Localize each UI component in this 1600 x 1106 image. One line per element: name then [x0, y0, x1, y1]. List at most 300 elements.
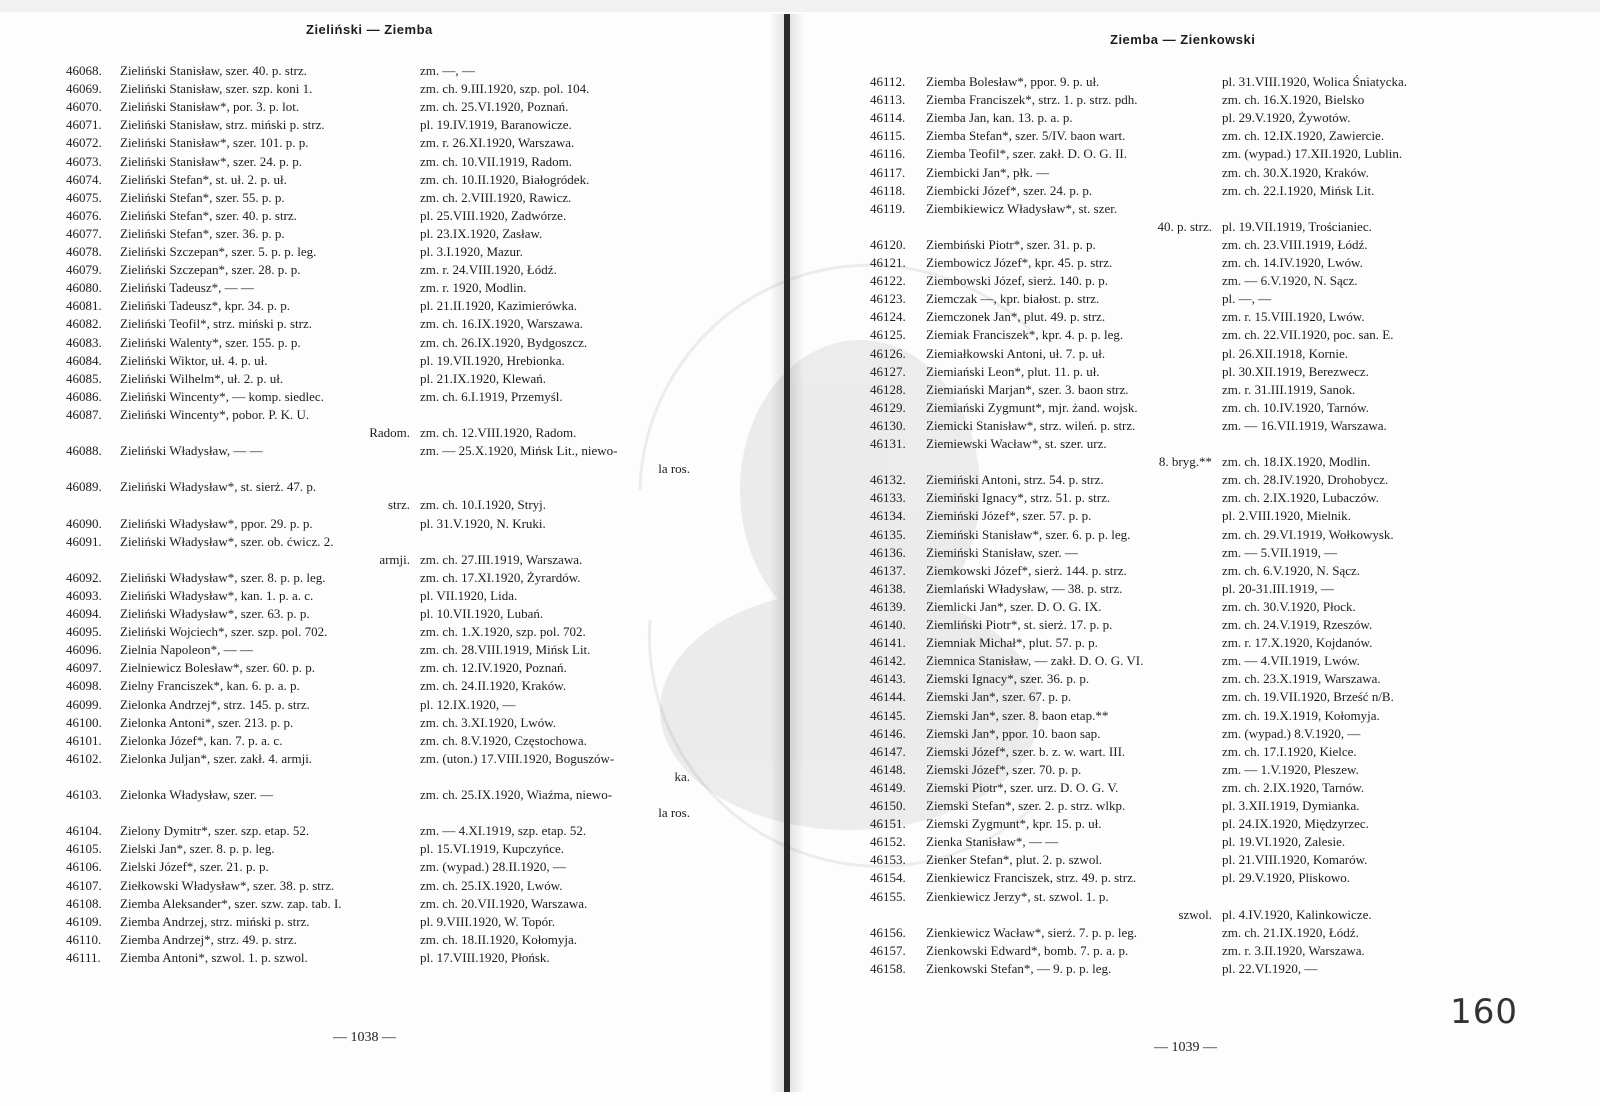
entry-continuation: armji. — [379, 551, 410, 567]
entry-detail: pl. 3.XII.1919, Dymianka. — [1222, 798, 1360, 813]
entry-row — [870, 326, 1590, 344]
entry-number: 46103. — [66, 787, 102, 802]
entry-name: Zieliński Władysław, — — — [120, 443, 263, 459]
entry-name: Zienkiewicz Wacław*, sierż. 7. p. p. leg. — [926, 924, 1137, 940]
page-number: — 1038 — — [333, 1030, 396, 1045]
entry-name: Zieliński Stanisław, szer. 40. p. strz. — [120, 63, 307, 78]
entry-number: 46137. — [870, 562, 906, 578]
entry-detail: pl. 24.IX.1920, Międzyrzec. — [1222, 816, 1369, 832]
entry-detail: pl. 19.VII.1919, Trościaniec. — [1222, 218, 1372, 234]
entry-detail: pl. 3.I.1920, Mazur. — [420, 244, 523, 259]
entry-detail: pl. 26.XII.1918, Kornie. — [1222, 345, 1349, 361]
entry-number: 46126. — [870, 345, 906, 361]
entry-row — [870, 345, 1590, 363]
entry-number: 46090. — [66, 515, 102, 531]
entry-number: 46112. — [870, 74, 906, 89]
page-number: — 1039 — — [1154, 1040, 1217, 1055]
entry-detail: zm. ch. 16.IX.1920, Warszawa. — [420, 316, 583, 332]
entry-number: 46070. — [66, 99, 102, 115]
entry-number: 46111. — [66, 949, 101, 965]
entry-number: 46134. — [870, 508, 906, 524]
entry-detail: zm. ch. 9.III.1920, szp. pol. 104. — [420, 81, 590, 97]
entry-row — [66, 189, 786, 207]
entry-row — [66, 315, 786, 333]
entry-name: Zieliński Walenty*, szer. 155. p. p. — [120, 334, 301, 350]
entry-row — [66, 134, 786, 152]
entry-row — [66, 732, 786, 750]
entry-name: Zieliński Stefan*, szer. 36. p. p. — [120, 225, 285, 241]
entry-detail: zm. r. 15.VIII.1920, Lwów. — [1222, 309, 1365, 325]
entry-detail: zm. r. 24.VIII.1920, Łódź. — [420, 262, 557, 278]
entry-detail: pl. VII.1920, Lida. — [420, 587, 518, 603]
entry-row — [870, 761, 1590, 779]
entry-detail-continuation: la ros. — [658, 461, 690, 477]
entry-detail: pl. 31.VIII.1920, Wolica Śniatycka. — [1222, 74, 1408, 89]
entry-number: 46139. — [870, 598, 906, 614]
entry-name: Ziemliński Piotr*, st. sierż. 17. p. p. — [926, 617, 1113, 632]
entry-name: Ziemiewski Wacław*, st. szer. urz. — [926, 436, 1107, 451]
entry-detail: zm. ch. 23.VIII.1919, Łódź. — [1222, 236, 1368, 252]
entry-number: 46138. — [870, 580, 906, 596]
entry-detail: pl. 12.IX.1920, — — [420, 696, 516, 712]
entry-row — [66, 714, 786, 732]
entry-row — [870, 797, 1590, 815]
entry-detail: zm. ch. 27.III.1919, Warszawa. — [420, 551, 583, 567]
entry-row — [66, 442, 786, 460]
entry-name: Ziemski Jan*, szer. 67. p. p. — [926, 689, 1072, 705]
entry-detail: zm. ch. 17.XI.1920, Żyrardów. — [420, 569, 581, 585]
entry-detail-continuation: la ros. — [658, 805, 690, 821]
entry-detail: pl. 21.VIII.1920, Komarów. — [1222, 852, 1368, 868]
entry-row — [66, 804, 786, 822]
entry-detail: zm. ch. 29.VI.1919, Wołkowysk. — [1222, 526, 1394, 542]
entry-number: 46125. — [870, 327, 906, 343]
entry-name: Zieliński Wincenty*, — komp. siedlec. — [120, 388, 324, 404]
entry-number: 46084. — [66, 352, 102, 368]
entry-row — [66, 659, 786, 677]
entry-name: Zielnia Napoleon*, — — — [120, 642, 253, 658]
entry-name: Ziembowski Józef, sierż. 140. p. p. — [926, 273, 1108, 289]
entry-detail: pl. 21.IX.1920, Klewań. — [420, 370, 547, 386]
entry-number: 46156. — [870, 924, 906, 940]
entry-name: Zieliński Stefan*, szer. 40. p. strz. — [120, 207, 297, 223]
entry-continuation: Radom. — [369, 425, 410, 440]
entry-row — [66, 877, 786, 895]
entry-row — [870, 272, 1590, 290]
entry-number: 46089. — [66, 479, 102, 495]
entry-number: 46128. — [870, 381, 906, 397]
entry-row — [66, 424, 786, 442]
entry-row — [66, 153, 786, 171]
entry-row — [870, 562, 1590, 580]
entry-name: Zielonka Juljan*, szer. zakł. 4. armji. — [120, 750, 313, 766]
entry-number: 46145. — [870, 707, 906, 723]
entry-detail: zm. ch. 1.X.1920, szp. pol. 702. — [420, 624, 586, 640]
entry-row — [66, 478, 786, 496]
entry-detail: zm. ch. 10.II.1920, Białogródek. — [420, 171, 590, 187]
entry-number: 46100. — [66, 714, 102, 730]
entry-row — [66, 116, 786, 134]
entry-name: Ziembicki Józef*, szer. 24. p. p. — [926, 182, 1093, 198]
entry-name: Ziemski Zygmunt*, kpr. 15. p. uł. — [926, 816, 1102, 832]
entry-number: 46127. — [870, 363, 906, 379]
entry-row — [870, 815, 1590, 833]
entry-detail: zm. ch. 18.II.1920, Kołomyja. — [420, 931, 578, 947]
entry-name: Zieliński Szczepan*, szer. 5. p. p. leg. — [120, 244, 317, 259]
entry-name: Ziemski Ignacy*, szer. 36. p. p. — [926, 671, 1090, 687]
entry-row — [66, 243, 786, 261]
entry-row — [66, 858, 786, 876]
entry-detail: pl. 23.IX.1920, Zasław. — [420, 225, 543, 241]
entry-name: Zieliński Stanisław, strz. miński p. strz. — [120, 117, 325, 133]
entry-number: 46131. — [870, 436, 906, 451]
entry-detail: zm. (uton.) 17.VIII.1920, Boguszów- — [420, 750, 615, 766]
entry-number: 46150. — [870, 798, 906, 813]
entry-row — [870, 399, 1590, 417]
entry-name: Zieliński Władysław*, szer. 8. p. p. leg. — [120, 569, 326, 585]
entry-name: Zielski Jan*, szer. 8. p. p. leg. — [120, 841, 275, 857]
entry-name: Ziemiałkowski Antoni, uł. 7. p. uł. — [926, 345, 1106, 361]
entry-number: 46078. — [66, 244, 102, 259]
entry-name: Ziemba Franciszek*, strz. 1. p. strz. pdh. — [926, 92, 1138, 108]
entry-detail: pl. 29.V.1920, Żywotów. — [1222, 110, 1351, 126]
entry-detail: zm. — 16.VII.1919, Warszawa. — [1222, 417, 1387, 433]
entry-detail: zm. ch. 28.VIII.1919, Mińsk Lit. — [420, 642, 591, 658]
entry-name: Zieliński Wilhelm*, uł. 2. p. uł. — [120, 370, 284, 386]
entry-number: 46120. — [870, 236, 906, 252]
entry-detail: zm. ch. 10.VII.1919, Radom. — [420, 153, 573, 169]
entry-number: 46072. — [66, 135, 102, 151]
entry-number: 46073. — [66, 153, 102, 169]
entry-row — [66, 171, 786, 189]
entry-number: 46123. — [870, 291, 906, 307]
entry-row — [66, 261, 786, 279]
entry-row — [870, 453, 1590, 471]
entry-detail: zm. ch. 24.V.1919, Rzeszów. — [1222, 617, 1373, 632]
entry-detail: pl. 20-31.III.1919, — — [1222, 580, 1334, 596]
entry-number: 46085. — [66, 370, 102, 386]
entry-number: 46071. — [66, 117, 102, 133]
entry-row — [870, 290, 1590, 308]
entry-detail: zm. ch. 6.V.1920, N. Sącz. — [1222, 562, 1361, 578]
entry-name: Zieliński Władysław*, szer. ob. ćwicz. 2. — [120, 533, 334, 549]
entry-row — [870, 652, 1590, 670]
entry-detail: zm. (wypad.) 28.II.1920, — — [420, 859, 566, 875]
entry-detail: zm. ch. 19.VII.1920, Brześć n/B. — [1222, 689, 1394, 705]
entry-name: Zielny Franciszek*, kan. 6. p. a. p. — [120, 678, 300, 694]
entry-detail: pl. 19.VI.1920, Zalesie. — [1222, 834, 1346, 850]
entry-number: 46121. — [870, 255, 906, 270]
entry-number: 46144. — [870, 689, 906, 705]
entry-row — [66, 98, 786, 116]
entry-name: Ziemniak Michał*, plut. 57. p. p. — [926, 635, 1098, 651]
entry-detail: zm. r. 3.II.1920, Warszawa. — [1222, 942, 1365, 958]
entry-name: Zieliński Władysław*, ppor. 29. p. p. — [120, 515, 313, 531]
entry-number: 46094. — [66, 606, 102, 621]
entry-detail: zm. ch. 25.VI.1920, Poznań. — [420, 99, 569, 115]
entry-row — [66, 623, 786, 641]
entry-name: Ziemski Józef*, szer. b. z. w. wart. III. — [926, 743, 1126, 759]
entry-row — [870, 236, 1590, 254]
entry-number: 46092. — [66, 569, 102, 585]
entry-number: 46093. — [66, 587, 102, 603]
entry-name: Ziembicki Jan*, płk. — — [926, 164, 1050, 180]
entry-row — [870, 616, 1590, 634]
entry-detail: zm. — 25.X.1920, Mińsk Lit., niewo- — [420, 443, 618, 459]
entry-number: 46080. — [66, 280, 102, 296]
entry-number: 46099. — [66, 696, 102, 712]
entry-row — [870, 471, 1590, 489]
entry-number: 46157. — [870, 942, 906, 958]
entry-number: 46147. — [870, 743, 906, 759]
entry-name: Zienker Stefan*, plut. 2. p. szwol. — [926, 852, 1103, 868]
entry-number: 46152. — [870, 834, 906, 850]
entry-detail: zm. ch. 23.X.1919, Warszawa. — [1222, 671, 1381, 687]
entry-row — [870, 960, 1590, 978]
entry-name: Ziemba Jan, kan. 13. p. a. p. — [926, 110, 1073, 126]
entry-number: 46158. — [870, 960, 906, 976]
entry-number: 46116. — [870, 146, 906, 162]
entry-detail: zm. ch. 3.XI.1920, Lwów. — [420, 714, 556, 730]
entry-row — [870, 254, 1590, 272]
entry-number: 46079. — [66, 262, 102, 278]
entry-name: Zieliński Tadeusz*, kpr. 34. p. p. — [120, 298, 290, 314]
entry-name: Ziemba Andrzej, strz. miński p. strz. — [120, 913, 310, 929]
entry-row — [66, 388, 786, 406]
entry-row — [66, 587, 786, 605]
right-page — [792, 0, 1600, 1106]
entry-list — [792, 0, 1600, 1106]
entry-list — [0, 0, 780, 1106]
entry-detail: zm. ch. 20.VII.1920, Warszawa. — [420, 895, 588, 911]
entry-row — [870, 833, 1590, 851]
entry-detail: zm. — 5.VII.1919, — — [1222, 544, 1338, 560]
entry-name: Zieliński Stanisław, szer. szp. koni 1. — [120, 81, 313, 97]
entry-detail: zm. ch. 30.V.1920, Płock. — [1222, 598, 1356, 614]
entry-row — [66, 352, 786, 370]
entry-row — [66, 931, 786, 949]
entry-detail: pl. 22.VI.1920, — — [1222, 960, 1318, 976]
entry-detail: pl. 25.VIII.1920, Zadwórze. — [420, 207, 567, 223]
entry-row — [870, 435, 1590, 453]
entry-number: 46077. — [66, 225, 102, 241]
entry-number: 46149. — [870, 779, 906, 795]
entry-row — [870, 888, 1590, 906]
entry-number: 46074. — [66, 171, 102, 187]
entry-name: Ziemba Antoni*, szwol. 1. p. szwol. — [120, 949, 308, 965]
entry-row — [870, 743, 1590, 761]
entry-number: 46148. — [870, 761, 906, 777]
entry-number: 46110. — [66, 931, 102, 947]
entry-detail: zm. (wypad.) 8.V.1920, — — [1222, 725, 1361, 741]
entry-detail: zm. ch. 25.IX.1920, Lwów. — [420, 877, 563, 893]
entry-detail: pl. 29.V.1920, Pliskowo. — [1222, 870, 1350, 886]
entry-name: Ziemczak —, kpr. białost. p. strz. — [926, 291, 1100, 307]
entry-name: Ziemiański Marjan*, szer. 3. baon strz. — [926, 381, 1129, 397]
entry-name: Ziemiński Antoni, strz. 54. p. strz. — [926, 472, 1104, 488]
entry-number: 46106. — [66, 859, 102, 875]
entry-number: 46069. — [66, 81, 102, 97]
entry-row — [870, 707, 1590, 725]
entry-name: Zieliński Stanisław*, szer. 24. p. p. — [120, 153, 302, 169]
entry-detail: zm. ch. 26.IX.1920, Bydgoszcz. — [420, 334, 588, 350]
entry-detail-continuation: ka. — [674, 768, 690, 784]
entry-detail: zm. ch. 18.IX.1920, Modlin. — [1222, 454, 1371, 470]
entry-detail: pl. 15.VI.1919, Kupczyńce. — [420, 841, 565, 857]
entry-name: Ziembowicz Józef*, kpr. 45. p. strz. — [926, 255, 1113, 270]
entry-name: Ziemiak Franciszek*, kpr. 4. p. p. leg. — [926, 327, 1124, 343]
entry-row — [870, 308, 1590, 326]
entry-continuation: 40. p. strz. — [1157, 218, 1212, 234]
entry-row — [66, 822, 786, 840]
entry-row — [870, 164, 1590, 182]
entry-row — [66, 297, 786, 315]
entry-number: 46154. — [870, 870, 906, 886]
entry-name: Zieliński Wiktor, uł. 4. p. uł. — [120, 352, 268, 368]
entry-name: Ziemiński Ignacy*, strz. 51. p. strz. — [926, 490, 1111, 506]
entry-name: Zieliński Stanisław*, por. 3. p. lot. — [120, 99, 300, 115]
entry-row — [870, 924, 1590, 942]
entry-name: Zielonka Antoni*, szer. 213. p. p. — [120, 714, 294, 730]
entry-detail: zm. ch. 22.VII.1920, poc. san. E. — [1222, 327, 1394, 343]
entry-number: 46081. — [66, 298, 102, 314]
entry-number: 46151. — [870, 816, 906, 832]
entry-number: 46133. — [870, 490, 906, 506]
entry-name: Ziemiński Józef*, szer. 57. p. p. — [926, 508, 1092, 524]
entry-row — [66, 406, 786, 424]
entry-number: 46114. — [870, 110, 906, 126]
entry-detail: zm. r. 17.X.1920, Kojdanów. — [1222, 635, 1373, 651]
entry-row — [66, 80, 786, 98]
entry-detail: zm. r. 26.XI.1920, Warszawa. — [420, 135, 575, 151]
entry-row — [66, 696, 786, 714]
entry-row — [66, 949, 786, 967]
entry-row — [66, 786, 786, 804]
entry-detail: zm. ch. 12.IX.1920, Zawiercie. — [1222, 128, 1385, 144]
entry-row — [870, 200, 1590, 218]
entry-detail: zm. —, — — [420, 63, 475, 78]
entry-detail: pl. 2.VIII.1920, Mielnik. — [1222, 508, 1351, 524]
entry-row — [870, 906, 1590, 924]
entry-name: Ziemnica Stanisław, — zakł. D. O. G. VI. — [926, 653, 1144, 669]
entry-detail: zm. ch. 2.IX.1920, Tarnów. — [1222, 779, 1365, 795]
entry-row — [870, 109, 1590, 127]
entry-row — [66, 750, 786, 768]
entry-detail: zm. — 4.VII.1919, Lwów. — [1222, 653, 1360, 669]
entry-continuation: 8. bryg.** — [1158, 454, 1212, 470]
entry-row — [66, 62, 786, 80]
entry-number: 46135. — [870, 526, 906, 542]
entry-row — [870, 725, 1590, 743]
entry-name: Ziemicki Stanisław*, strz. wileń. p. strz. — [926, 417, 1136, 433]
entry-number: 46104. — [66, 823, 102, 839]
entry-number: 46140. — [870, 617, 906, 632]
entry-row — [870, 851, 1590, 869]
entry-detail: zm. — 1.V.1920, Pleszew. — [1222, 761, 1359, 777]
entry-name: Ziemba Andrzej*, strz. 49. p. strz. — [120, 931, 297, 947]
entry-number: 46113. — [870, 92, 906, 108]
entry-detail: zm. (wypad.) 17.XII.1920, Lublin. — [1222, 146, 1403, 162]
entry-number: 46107. — [66, 877, 102, 893]
entry-number: 46105. — [66, 841, 102, 857]
entry-detail: zm. ch. 10.IV.1920, Tarnów. — [1222, 399, 1369, 415]
entry-name: Zienkowski Edward*, bomb. 7. p. a. p. — [926, 942, 1129, 958]
entry-row — [66, 279, 786, 297]
entry-row — [870, 417, 1590, 435]
entry-row — [66, 207, 786, 225]
entry-name: Ziemiński Stanisław*, szer. 6. p. p. leg. — [926, 526, 1131, 542]
entry-number: 46076. — [66, 207, 102, 223]
entry-name: Ziemba Bolesław*, ppor. 9. p. uł. — [926, 74, 1100, 89]
entry-row — [66, 533, 786, 551]
entry-row — [870, 507, 1590, 525]
entry-number: 46075. — [66, 189, 102, 205]
handwritten-number: 160 — [1450, 992, 1518, 1032]
entry-row — [870, 91, 1590, 109]
entry-detail: zm. ch. 6.I.1919, Przemyśl. — [420, 388, 563, 404]
entry-name: Zieliński Wincenty*, pobor. P. K. U. — [120, 406, 310, 422]
entry-number: 46068. — [66, 63, 102, 78]
entry-detail: zm. ch. 30.X.1920, Kraków. — [1222, 164, 1369, 180]
entry-row — [870, 182, 1590, 200]
entry-number: 46132. — [870, 472, 906, 488]
entry-detail: zm. ch. 16.X.1920, Bielsko — [1222, 92, 1365, 108]
entry-name: Ziemlański Władysław, — 38. p. strz. — [926, 580, 1123, 596]
entry-name: Zienkiewicz Jerzy*, st. szwol. 1. p. — [926, 888, 1109, 904]
entry-row — [66, 840, 786, 858]
entry-number: 46098. — [66, 678, 102, 694]
entry-row — [66, 334, 786, 352]
entry-row — [66, 641, 786, 659]
entry-number: 46086. — [66, 388, 102, 404]
entry-number: 46095. — [66, 624, 102, 640]
entry-name: Zienkowski Stefan*, — 9. p. p. leg. — [926, 960, 1112, 976]
entry-name: Ziemski Jan*, szer. 8. baon etap.** — [926, 707, 1109, 723]
page-header: Zieliński — Ziemba — [306, 22, 433, 37]
entry-name: Zielonka Władysław, szer. — — [120, 787, 274, 802]
entry-name: Zielski Józef*, szer. 21. p. p. — [120, 859, 269, 875]
entry-name: Zieliński Stefan*, st. uł. 2. p. uł. — [120, 171, 287, 187]
entry-name: Zieliński Władysław*, kan. 1. p. a. c. — [120, 587, 314, 603]
entry-row — [66, 913, 786, 931]
entry-name: Zieliński Stanisław*, szer. 101. p. p. — [120, 135, 309, 151]
entry-number: 46101. — [66, 732, 102, 748]
entry-name: Ziemiński Stanisław, szer. — — [926, 544, 1078, 560]
entry-detail: pl. 4.IV.1920, Kalinkowicze. — [1222, 906, 1372, 922]
entry-name: Ziemiański Leon*, plut. 11. p. uł. — [926, 363, 1100, 379]
entry-detail: pl. 10.VII.1920, Lubań. — [420, 606, 544, 621]
entry-detail: zm. ch. 12.VIII.1920, Radom. — [420, 425, 577, 440]
entry-detail: zm. ch. 25.IX.1920, Wiaźma, niewo- — [420, 787, 613, 802]
entry-name: Ziemski Piotr*, szer. urz. D. O. G. V. — [926, 779, 1119, 795]
entry-number: 46108. — [66, 895, 102, 911]
entry-number: 46091. — [66, 533, 102, 549]
entry-number: 46119. — [870, 200, 906, 216]
entry-continuation: strz. — [387, 497, 410, 513]
entry-name: Zieliński Stefan*, szer. 55. p. p. — [120, 189, 285, 205]
entry-detail: pl. 9.VIII.1920, W. Topór. — [420, 913, 555, 929]
entry-name: Ziembiński Piotr*, szer. 31. p. p. — [926, 236, 1096, 252]
left-page — [0, 0, 780, 1106]
entry-name: Ziemlicki Jan*, szer. D. O. G. IX. — [926, 598, 1102, 614]
entry-detail: zm. ch. 24.II.1920, Kraków. — [420, 678, 567, 694]
entry-name: Ziembikiewicz Władysław*, st. szer. — [926, 200, 1118, 216]
entry-detail: zm. — 6.V.1920, N. Sącz. — [1222, 273, 1358, 289]
entry-row — [66, 370, 786, 388]
entry-row — [870, 381, 1590, 399]
entry-number: 46082. — [66, 316, 102, 332]
entry-name: Zieliński Szczepan*, szer. 28. p. p. — [120, 262, 301, 278]
